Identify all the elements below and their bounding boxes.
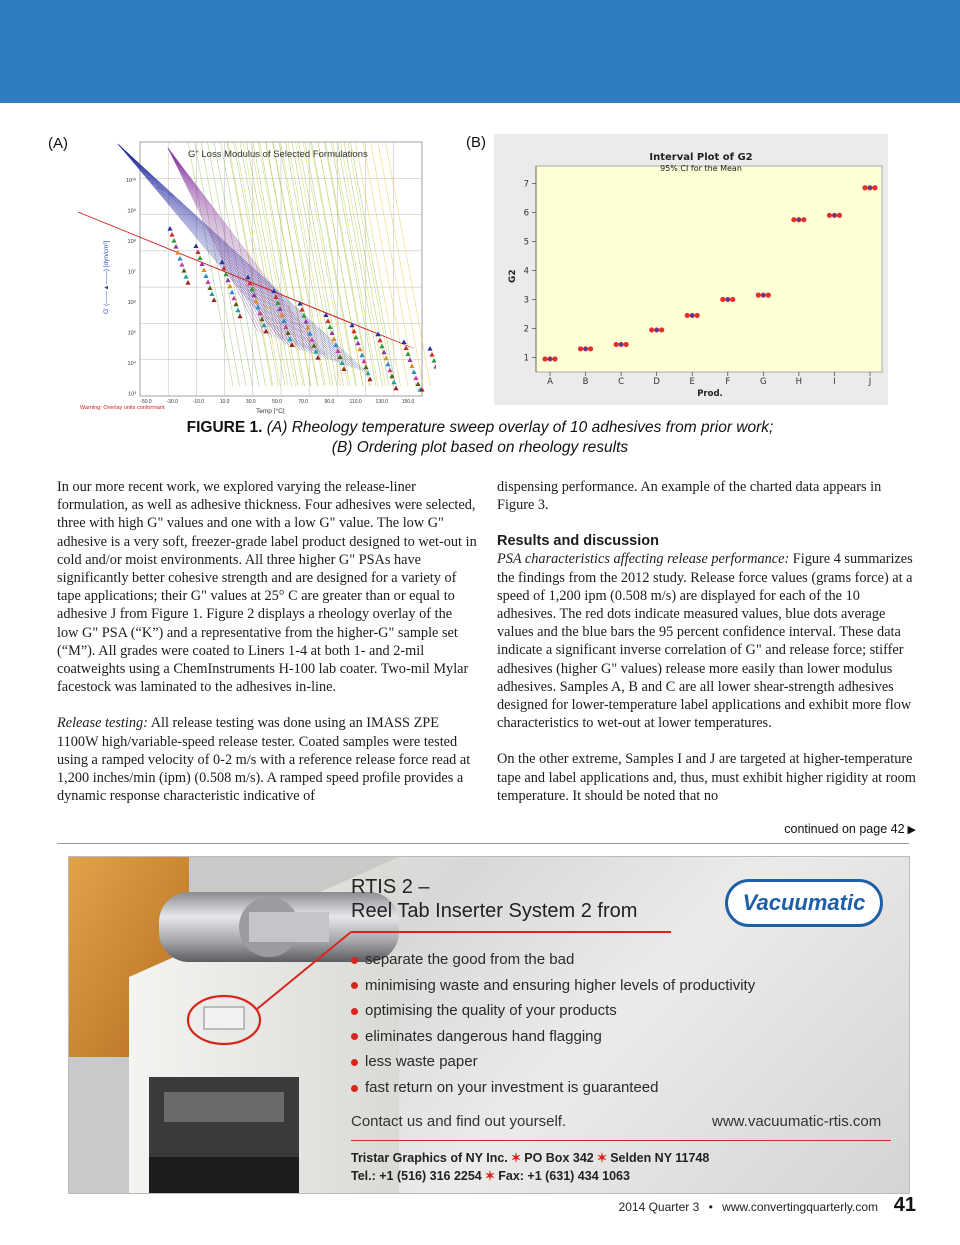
star-icon: ✶ bbox=[484, 1169, 496, 1183]
left-paragraph-1: In our more recent work, we explored varying the release-liner formulation, as well as adhesive thickness. Four adhesives were selected, three with high G" values and one with a low G" value. The low G" adhesive is a very soft, freezer-grade label product designed to wet-out in cold and/or moist environments. All three higher G" PSAs have significantly better cohesive strength and are designed for a variety of tape applications; their G" values at 25° C are greater than or equal to adhesive J from Figure 1. Figure 2 displays a rheology overlay of the low G" PSA (“K”) and a representative from the higher-G" sample set (“M”). All grades were coated to Liners 1-4 at both 1- and 2-mil coatweights using a ChemInstruments H-100 lab coater. Two-mil Mylar facestock was laminated to the adhesives in-line. bbox=[57, 479, 477, 696]
ad-pobox: PO Box 342 bbox=[524, 1151, 594, 1165]
list-item: fast return on your investment is guaranteed bbox=[351, 1075, 755, 1101]
measured-point bbox=[801, 217, 806, 222]
ad-divider bbox=[351, 1140, 891, 1141]
star-icon: ✶ bbox=[596, 1151, 608, 1165]
psa-characteristics-text: Figure 4 summarizes the findings from the 2012 study. Release force values (grams force) at a speed of 1,200 ipm (0.508 m/s) are displayed for each of the 10 adhesives. The red dots indicate measured values, blue dots average values and the blue bars the 95 percent confidence interval. These data indicate a significant inverse correlation of G" and release force; stiffer adhesives (higher G" values) release more easily than lower modulus adhesives. Samples A, B and C are all lower shear-strength adhesives designed for lower-temperature label applications and exhibit more flow characteristics to wet-out at lower temperatures. bbox=[497, 551, 913, 732]
x-tick-label: C bbox=[618, 377, 625, 387]
y-tick-label: 10⁴ bbox=[127, 361, 136, 367]
measured-point bbox=[659, 327, 664, 332]
bullet-dot-icon bbox=[351, 1008, 358, 1015]
mean-point bbox=[726, 298, 729, 301]
list-item: separate the good from the bad bbox=[351, 947, 755, 973]
footer-separator: • bbox=[708, 1200, 713, 1214]
overlay-y-label: G' (——▲——) [dyn/cm²] bbox=[103, 240, 110, 314]
interval-plot-ylabel: G2 bbox=[508, 269, 518, 283]
list-item: optimising the quality of your products bbox=[351, 998, 755, 1024]
measured-point bbox=[766, 293, 771, 298]
y-tick-label: 10⁵ bbox=[127, 330, 136, 337]
x-tick-label: -10.0 bbox=[192, 399, 205, 405]
list-item: eliminates dangerous hand flagging bbox=[351, 1024, 755, 1050]
star-icon: ✶ bbox=[510, 1151, 522, 1165]
x-tick-label: 130.0 bbox=[375, 399, 389, 405]
caption-line-2: (B) Ordering plot based on rheology results bbox=[331, 439, 629, 456]
measured-point bbox=[730, 297, 735, 302]
results-heading: Results and discussion bbox=[497, 533, 659, 550]
mean-point bbox=[620, 343, 623, 346]
rheology-overlay-figure bbox=[78, 134, 436, 414]
footer-site[interactable]: www.convertingquarterly.com bbox=[722, 1200, 878, 1214]
measured-point bbox=[542, 356, 547, 361]
y-tick-label: 10⁸ bbox=[127, 239, 136, 245]
y-tick-label: 5 bbox=[523, 237, 529, 248]
panel-a-label: (A) bbox=[48, 135, 68, 152]
ad-contact: Contact us and find out yourself. bbox=[351, 1113, 567, 1130]
release-testing-text: All release testing was done using an IMASS ZPE 1100W high/variable-speed release tester. Coated samples were tested using a ramped velocity of 0-2 m/s with a reference release force read at 1,200 inches/min (ipm) (0.508 m/s). A ramped speed profile provides a dynamic response characteristic indicative of bbox=[57, 715, 471, 805]
x-tick-label: D bbox=[653, 377, 660, 387]
y-tick-label: 10³ bbox=[128, 391, 136, 398]
x-tick-label: J bbox=[868, 377, 872, 387]
mean-point bbox=[691, 314, 694, 317]
overlay-x-label: Temp [°C] bbox=[256, 408, 285, 414]
mean-point bbox=[797, 218, 800, 221]
measured-point bbox=[837, 213, 842, 218]
footer-issue: 2014 Quarter 3 bbox=[618, 1200, 700, 1214]
measured-point bbox=[624, 342, 629, 347]
mean-point bbox=[584, 347, 587, 350]
header-band bbox=[0, 0, 960, 103]
caption-lead: FIGURE 1. bbox=[186, 419, 263, 436]
ad-accent-line bbox=[351, 931, 671, 933]
page-number: 41 bbox=[893, 1194, 916, 1216]
bullet-dot-icon bbox=[351, 957, 358, 964]
overlay-title: G" Loss Modulus of Selected Formulations bbox=[188, 149, 368, 160]
overlay-warning: Warning: Overlay units conformant bbox=[80, 405, 165, 411]
bullet-dot-icon bbox=[351, 1085, 358, 1092]
measured-point bbox=[756, 293, 761, 298]
y-tick-label: 7 bbox=[523, 179, 529, 190]
caption-line-1: (A) Rheology temperature sweep overlay of 10 adhesives from prior work; bbox=[266, 419, 774, 436]
release-testing-lead: Release testing: bbox=[57, 715, 148, 732]
x-tick-label: -50.0 bbox=[140, 399, 152, 405]
bullet-dot-icon bbox=[351, 982, 358, 989]
mean-point bbox=[762, 294, 765, 297]
measured-point bbox=[720, 297, 725, 302]
interval-plot-xlabel: Prod. bbox=[697, 389, 723, 399]
x-tick-label: 70.0 bbox=[298, 399, 309, 405]
interval-plot-svg bbox=[494, 134, 888, 405]
x-tick-label: 150.0 bbox=[401, 399, 415, 405]
x-tick-label: A bbox=[547, 377, 553, 387]
mean-point bbox=[868, 186, 871, 189]
mean-point bbox=[655, 328, 658, 331]
x-tick-label: I bbox=[833, 377, 836, 387]
mean-point bbox=[548, 357, 551, 360]
section-divider bbox=[57, 843, 909, 844]
measured-point bbox=[685, 313, 690, 318]
psa-characteristics-lead: PSA characteristics affecting release performance: bbox=[497, 551, 790, 568]
list-item: minimising waste and ensuring higher levels of productivity bbox=[351, 973, 755, 999]
x-tick-label: 30.0 bbox=[245, 399, 256, 405]
measured-point bbox=[862, 185, 867, 190]
x-tick-label: H bbox=[795, 377, 803, 387]
y-tick-label: 10¹⁰ bbox=[125, 178, 136, 184]
x-tick-label: 50.0 bbox=[272, 399, 282, 405]
measured-point bbox=[695, 313, 700, 318]
ad-bullet-list bbox=[351, 947, 755, 1101]
list-item: less waste paper bbox=[351, 1049, 755, 1075]
machine-photo bbox=[69, 857, 399, 1194]
advertisement[interactable] bbox=[68, 856, 910, 1194]
interval-plot-figure bbox=[494, 134, 888, 405]
rheology-overlay-svg bbox=[78, 134, 436, 414]
x-tick-label: E bbox=[689, 377, 695, 387]
mean-point bbox=[833, 214, 836, 217]
arrow-right-icon: ▶ bbox=[907, 824, 916, 836]
left-column bbox=[57, 478, 477, 805]
ad-fax: Fax: +1 (631) 434 1063 bbox=[498, 1169, 630, 1183]
y-tick-label: 10⁶ bbox=[127, 300, 136, 306]
plot-area bbox=[536, 166, 882, 372]
y-tick-label: 3 bbox=[523, 295, 529, 306]
y-tick-label: 2 bbox=[523, 324, 529, 335]
ad-company: Tristar Graphics of NY Inc. bbox=[351, 1151, 508, 1165]
measured-point bbox=[578, 346, 583, 351]
ad-tel: Tel.: +1 (516) 316 2254 bbox=[351, 1169, 482, 1183]
y-tick-label: 1 bbox=[523, 353, 529, 364]
vacuumatic-logo: Vacuumatic bbox=[725, 879, 883, 927]
x-tick-label: B bbox=[582, 377, 589, 387]
ad-title bbox=[351, 875, 637, 923]
right-paragraph-2 bbox=[497, 550, 917, 732]
panel-b-label: (B) bbox=[466, 134, 486, 151]
measured-point bbox=[827, 213, 832, 218]
measured-point bbox=[872, 185, 877, 190]
y-tick-label: 10⁹ bbox=[127, 208, 136, 215]
ad-website-link[interactable]: www.vacuumatic-rtis.com bbox=[712, 1113, 882, 1130]
y-tick-label: 10⁷ bbox=[127, 269, 136, 276]
measured-point bbox=[552, 356, 557, 361]
y-tick-label: 4 bbox=[523, 266, 529, 277]
y-tick-label: 6 bbox=[523, 208, 529, 219]
right-paragraph-3: On the other extreme, Samples I and J are targeted at higher-temperature tape and label applications and, thus, must exhibit higher rigidity at room temperature. It should be noted that no bbox=[497, 751, 916, 804]
figure-caption bbox=[80, 418, 880, 458]
continued-link[interactable] bbox=[784, 822, 916, 836]
x-tick-label: 10.0 bbox=[219, 399, 230, 405]
x-tick-label: G bbox=[760, 377, 767, 387]
x-tick-label: F bbox=[725, 377, 731, 387]
page-footer bbox=[619, 1200, 878, 1214]
ad-city: Selden NY 11748 bbox=[610, 1151, 710, 1165]
continued-text: continued on page 42 bbox=[784, 822, 905, 836]
interval-plot-subtitle: 95% CI for the Mean bbox=[660, 164, 742, 173]
right-column bbox=[497, 478, 917, 805]
x-tick-label: 110.0 bbox=[349, 399, 362, 405]
measured-point bbox=[649, 327, 654, 332]
x-tick-label: -30.0 bbox=[166, 399, 178, 405]
measured-point bbox=[614, 342, 619, 347]
left-paragraph-2 bbox=[57, 714, 477, 805]
right-paragraph-1: dispensing performance. An example of the charted data appears in Figure 3. bbox=[497, 479, 882, 514]
ad-title-line-2: Reel Tab Inserter System 2 from bbox=[351, 900, 638, 922]
measured-point bbox=[791, 217, 796, 222]
interval-plot-title: Interval Plot of G2 bbox=[649, 152, 753, 163]
bullet-dot-icon bbox=[351, 1033, 358, 1040]
bullet-dot-icon bbox=[351, 1059, 358, 1066]
ad-address bbox=[351, 1149, 709, 1185]
measured-point bbox=[588, 346, 593, 351]
ad-title-line-1: RTIS 2 – bbox=[351, 876, 430, 898]
x-tick-label: 90.0 bbox=[324, 399, 335, 405]
